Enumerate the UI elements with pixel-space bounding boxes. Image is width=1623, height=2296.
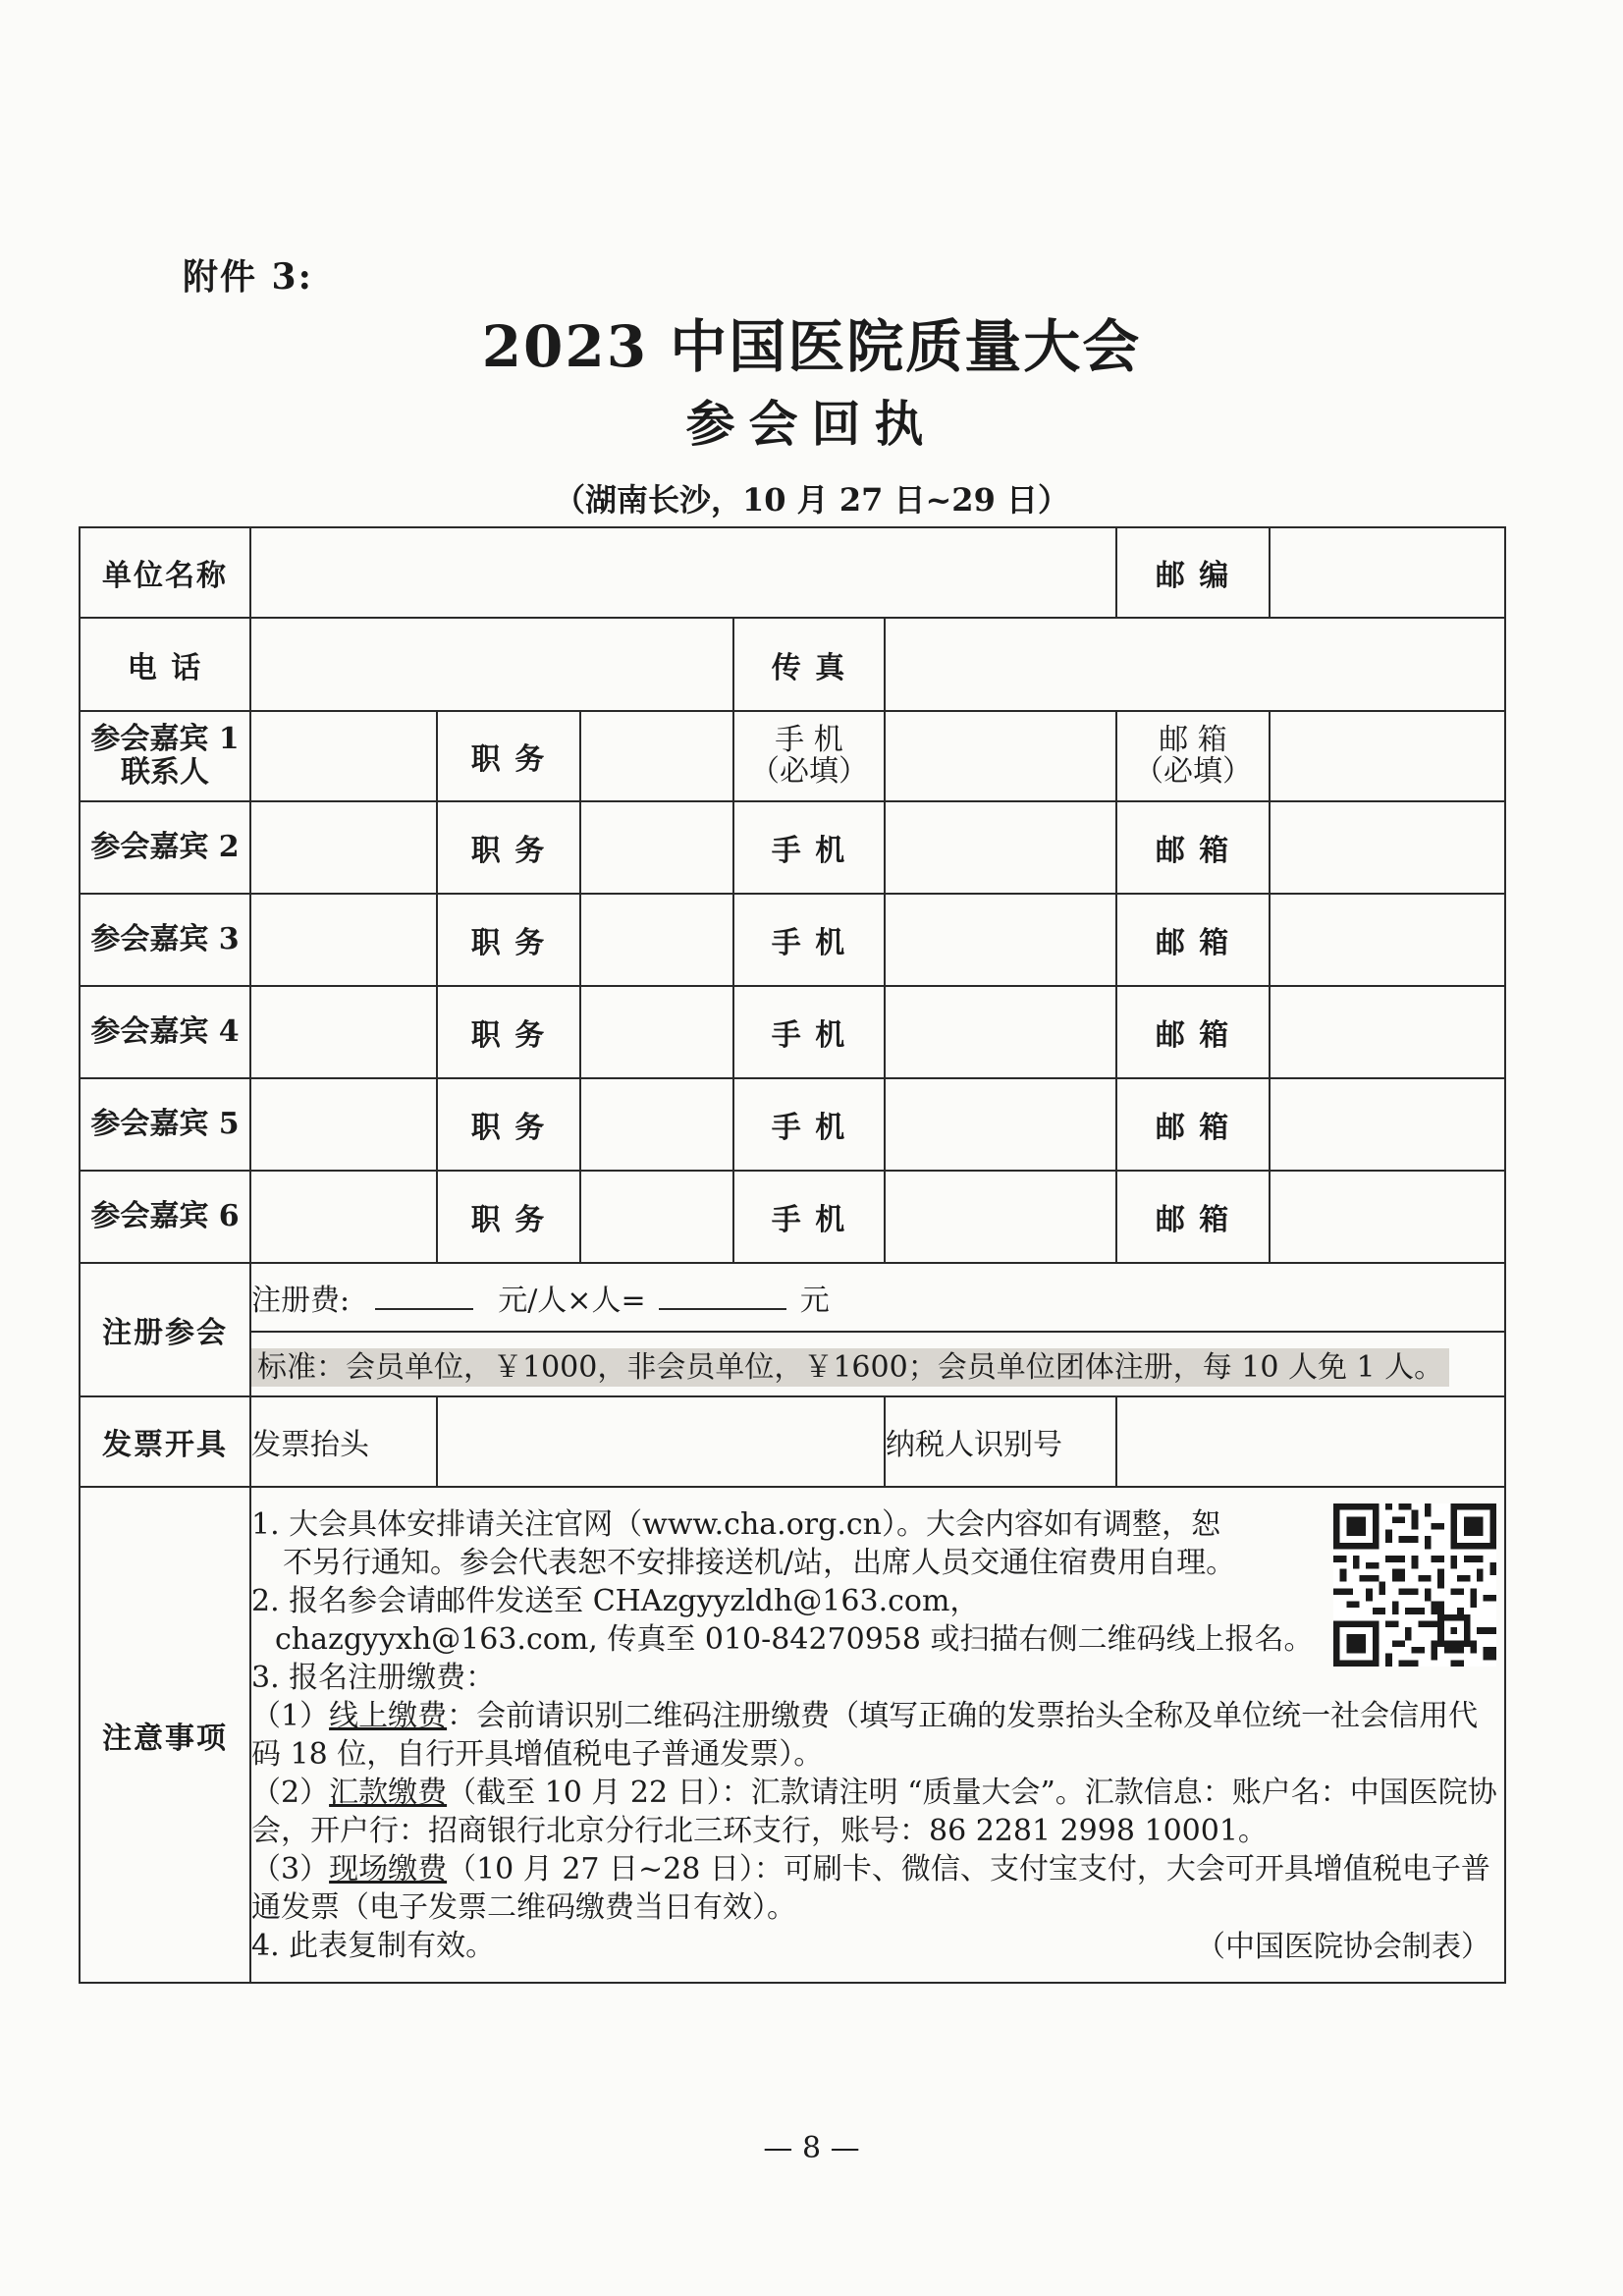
mobile-label-required xyxy=(733,711,885,801)
note-3-2-num: （2） xyxy=(251,1775,330,1810)
note-3-1-heading: 线上缴费 xyxy=(329,1698,448,1733)
guest-4-position-field[interactable] xyxy=(580,986,733,1078)
unit-name-label: 单位名称 xyxy=(80,527,250,618)
mobile-label: 手 机 xyxy=(733,1078,885,1171)
notes-top xyxy=(251,1505,1504,1697)
note-2-line2: chazgyyxh@163.com, 传真至 010-84270958 或扫描右侧二维码线上报名。 xyxy=(275,1621,1314,1657)
mobile-label: 手 机 xyxy=(733,986,885,1078)
row-guest-6 xyxy=(80,1171,1505,1263)
guest-5-mobile-field[interactable] xyxy=(885,1078,1116,1171)
guest-6-label: 参会嘉宾 6 xyxy=(80,1171,250,1263)
row-guest-1 xyxy=(80,711,1505,801)
note-3-1-num: （1） xyxy=(251,1698,330,1733)
email-label: 邮 箱 xyxy=(1116,1171,1270,1263)
guest-4-email-field[interactable] xyxy=(1270,986,1505,1078)
position-label: 职 务 xyxy=(437,1078,580,1171)
row-phone xyxy=(80,618,1505,711)
guest-6-email-field[interactable] xyxy=(1270,1171,1505,1263)
fee-suffix: 元 xyxy=(799,1284,830,1318)
note-3-2 xyxy=(251,1774,1504,1850)
tax-id-label: 纳税人识别号 xyxy=(885,1396,1116,1487)
phone-field[interactable] xyxy=(250,618,733,711)
phone-label: 电 话 xyxy=(80,618,250,711)
row-registration-standard xyxy=(80,1332,1505,1396)
guest-1-label xyxy=(80,711,250,801)
position-label: 职 务 xyxy=(437,1171,580,1263)
mobile-label: 手 机 xyxy=(733,801,885,894)
guest-1-position-field[interactable] xyxy=(580,711,733,801)
row-guest-3 xyxy=(80,894,1505,986)
email-label-required xyxy=(1116,711,1270,801)
fee-per-person-blank[interactable] xyxy=(375,1283,473,1310)
tax-id-field[interactable] xyxy=(1116,1396,1505,1487)
fee-standard-cell xyxy=(250,1332,1505,1396)
registration-form-table xyxy=(79,526,1506,1984)
guest-2-label: 参会嘉宾 2 xyxy=(80,801,250,894)
required-note: （必填） xyxy=(1134,754,1253,789)
guest-1-label-line2: 联系人 xyxy=(121,755,209,790)
note-3: 3. 报名注册缴费： xyxy=(251,1660,496,1695)
fee-total-blank[interactable] xyxy=(659,1283,786,1310)
guest-3-name-field[interactable] xyxy=(250,894,437,986)
email-label: 邮 箱 xyxy=(1159,723,1227,757)
guest-5-email-field[interactable] xyxy=(1270,1078,1505,1171)
guest-5-position-field[interactable] xyxy=(580,1078,733,1171)
row-notes xyxy=(80,1487,1505,1983)
guest-5-name-field[interactable] xyxy=(250,1078,437,1171)
mobile-label: 手 机 xyxy=(733,1171,885,1263)
invoice-title-label: 发票抬头 xyxy=(250,1396,437,1487)
postcode-field[interactable] xyxy=(1270,527,1505,618)
attachment-label: 附件 3: xyxy=(183,256,313,298)
guest-2-name-field[interactable] xyxy=(250,801,437,894)
email-label: 邮 箱 xyxy=(1116,986,1270,1078)
position-label: 职 务 xyxy=(437,711,580,801)
note-3-3-num: （3） xyxy=(251,1851,330,1886)
row-guest-5 xyxy=(80,1078,1505,1171)
note-3-3 xyxy=(251,1850,1504,1927)
registration-label: 注册参会 xyxy=(80,1263,250,1396)
note-3-2-text: （截至 10 月 22 日）：汇款请注明 “质量大会”。汇款信息：账户名：中国医院协会，开户行：招商银行北京分行北三环支行，账号：86 2281 2998 10001。 xyxy=(251,1775,1497,1848)
guest-3-position-field[interactable] xyxy=(580,894,733,986)
row-guest-4 xyxy=(80,986,1505,1078)
postcode-label: 邮 编 xyxy=(1116,527,1270,618)
page-number: — 8 — xyxy=(763,2131,860,2165)
unit-name-field[interactable] xyxy=(250,527,1116,618)
note-3-3-heading: 现场缴费 xyxy=(329,1851,448,1886)
notes-content xyxy=(250,1487,1505,1983)
row-registration-fee xyxy=(80,1263,1505,1332)
note-3-2-heading: 汇款缴费 xyxy=(329,1775,448,1810)
note-1-line1: 1. 大会具体安排请关注官网（www.cha.org.cn）。大会内容如有调整，恕 xyxy=(251,1506,1220,1542)
guest-6-name-field[interactable] xyxy=(250,1171,437,1263)
guest-1-mobile-field[interactable] xyxy=(885,711,1116,801)
guest-6-mobile-field[interactable] xyxy=(885,1171,1116,1263)
guest-3-label: 参会嘉宾 3 xyxy=(80,894,250,986)
guest-1-label-line1: 参会嘉宾 1 xyxy=(90,722,240,756)
fee-prefix: 注册费: xyxy=(251,1284,351,1318)
email-label: 邮 箱 xyxy=(1116,894,1270,986)
position-label: 职 务 xyxy=(437,986,580,1078)
position-label: 职 务 xyxy=(437,894,580,986)
table-credit: （中国医院协会制表） xyxy=(1196,1930,1491,1964)
email-label: 邮 箱 xyxy=(1116,1078,1270,1171)
guest-4-name-field[interactable] xyxy=(250,986,437,1078)
row-invoice xyxy=(80,1396,1505,1487)
guest-1-email-field[interactable] xyxy=(1270,711,1505,801)
page-subtitle: 参会回执 xyxy=(685,395,938,453)
fax-label: 传 真 xyxy=(733,618,885,711)
email-label: 邮 箱 xyxy=(1116,801,1270,894)
fee-standard-text: 标准：会员单位，￥1000，非会员单位，￥1600；会员单位团体注册，每 10 人免 1 人。 xyxy=(251,1348,1449,1387)
fax-field[interactable] xyxy=(885,618,1505,711)
guest-5-label: 参会嘉宾 5 xyxy=(80,1078,250,1171)
row-guest-2 xyxy=(80,801,1505,894)
page-title: 2023 中国医院质量大会 xyxy=(481,313,1142,380)
guest-2-email-field[interactable] xyxy=(1270,801,1505,894)
registration-fee-line xyxy=(250,1263,1505,1332)
mobile-label: 手 机 xyxy=(733,894,885,986)
guest-3-mobile-field[interactable] xyxy=(885,894,1116,986)
note-3-1-text: ：会前请识别二维码注册缴费（填写正确的发票抬头全称及单位统一社会信用代码 18 位，自行开具增值税电子普通发票）。 xyxy=(251,1698,1479,1772)
note-3-1 xyxy=(251,1697,1504,1774)
note-4: 4. 此表复制有效。 xyxy=(251,1928,496,1963)
mobile-label: 手 机 xyxy=(775,723,843,757)
note-3-3-text: （10 月 27 日~28 日）：可刷卡、微信、支付宝支付，大会可开具增值税电子普通发票（电子发票二维码缴费当日有效）。 xyxy=(251,1851,1490,1925)
guest-6-position-field[interactable] xyxy=(580,1171,733,1263)
qr-code-icon[interactable] xyxy=(1333,1503,1496,1667)
invoice-label: 发票开具 xyxy=(80,1396,250,1487)
guest-4-label: 参会嘉宾 4 xyxy=(80,986,250,1078)
guest-4-mobile-field[interactable] xyxy=(885,986,1116,1078)
notes-label: 注意事项 xyxy=(80,1487,250,1983)
guest-3-email-field[interactable] xyxy=(1270,894,1505,986)
guest-2-position-field[interactable] xyxy=(580,801,733,894)
guest-2-mobile-field[interactable] xyxy=(885,801,1116,894)
fee-mid: 元/人×人= xyxy=(498,1284,646,1318)
required-note: （必填） xyxy=(750,754,868,789)
guest-1-name-field[interactable] xyxy=(250,711,437,801)
position-label: 职 务 xyxy=(437,801,580,894)
row-unit xyxy=(80,527,1505,618)
note-2-line1: 2. 报名参会请邮件发送至 CHAzgyyzldh@163.com， xyxy=(251,1583,980,1618)
invoice-title-field[interactable] xyxy=(437,1396,885,1487)
note-1-line2: 不另行通知。参会代表恕不安排接送机/站，出席人员交通住宿费用自理。 xyxy=(283,1545,1236,1580)
event-location-date: （湖南长沙，10 月 27 日~29 日） xyxy=(554,481,1069,519)
